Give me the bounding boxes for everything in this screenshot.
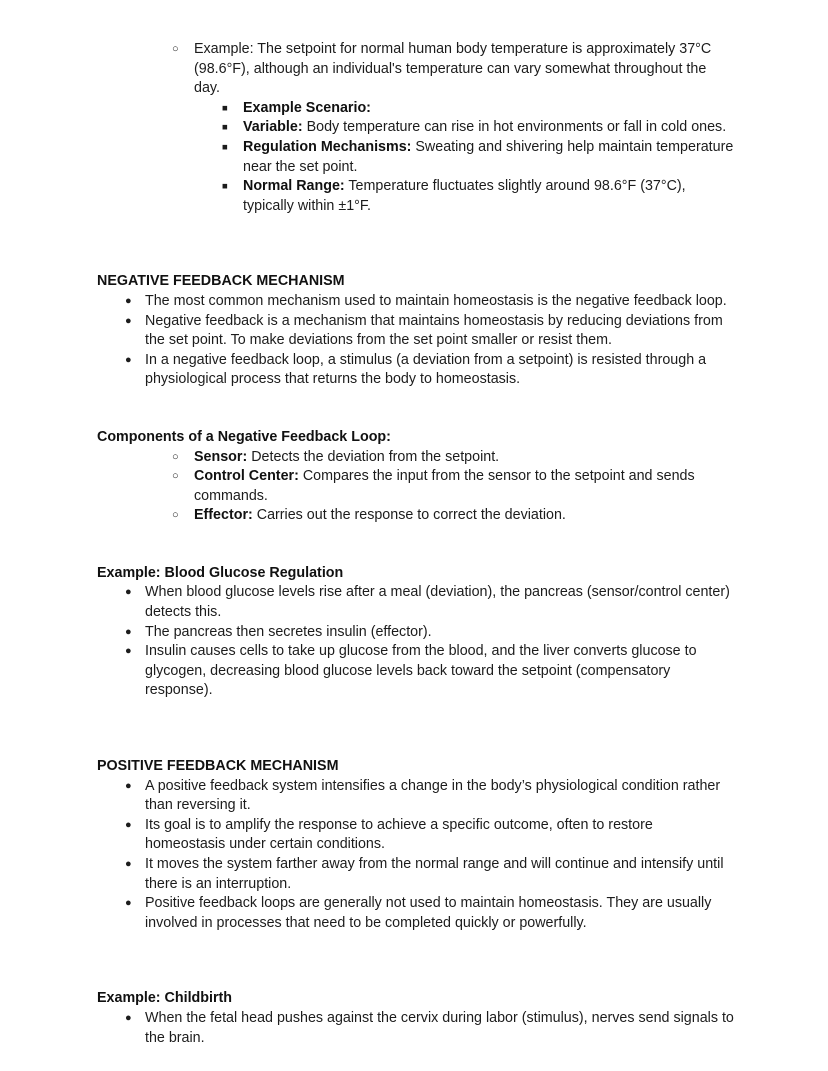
list-item-text: Its goal is to amplify the response to achieve a specific outcome, often to restore homeostasis under certain conditions. <box>145 816 653 853</box>
list-item-text <box>194 467 735 506</box>
list-item-text: Positive feedback loops are generally not used to maintain homeostasis. They are usually involved in processes that need to be completed quickly or powerfully. <box>145 895 712 931</box>
list-item-text: The most common mechanism used to maintain homeostasis is the negative feedback loop. <box>145 292 727 309</box>
list-item <box>97 855 735 894</box>
list-item-text: A positive feedback system intensifies a change in the body’s physiological condition rather than reversing it. <box>145 777 721 814</box>
list-item-lead: Variable: <box>243 119 303 136</box>
list-item-text <box>243 138 735 177</box>
circle-bullet-icon: ○ <box>172 509 179 522</box>
list-item <box>97 40 735 99</box>
list-item <box>97 1009 735 1048</box>
list-item-text: Insulin causes cells to take up glucose from the blood, and the liver converts glucose to glycogen, decreasing blood glucose levels back toward the setpoint (compensatory response). <box>145 643 697 699</box>
list-item <box>97 777 735 816</box>
disc-bullet-icon: ● <box>125 818 132 831</box>
list-item <box>97 177 735 216</box>
list-item <box>97 448 735 468</box>
section-spacer <box>97 216 735 272</box>
components-heading: Components of a Negative Feedback Loop: <box>97 428 391 445</box>
childbirth-example-list <box>97 1009 735 1048</box>
disc-bullet-icon: ● <box>125 586 132 599</box>
document-body <box>97 40 735 1048</box>
list-item-text <box>194 448 735 468</box>
list-item <box>97 99 735 119</box>
circle-bullet-icon: ○ <box>172 43 179 55</box>
disc-bullet-icon: ● <box>125 353 132 366</box>
list-item <box>97 623 735 643</box>
glucose-example-heading: Example: Blood Glucose Regulation <box>97 564 344 581</box>
list-item <box>97 642 735 701</box>
square-bullet-icon: ■ <box>222 102 228 114</box>
positive-feedback-list <box>97 777 735 934</box>
square-bullet-icon: ■ <box>222 122 228 134</box>
list-item-text <box>243 177 735 216</box>
components-list <box>97 448 735 526</box>
example-scenario-list <box>97 99 735 217</box>
disc-bullet-icon: ● <box>125 897 132 910</box>
list-item <box>97 894 735 933</box>
list-item-text: Negative feedback is a mechanism that maintains homeostasis by reducing deviations from the set point. To make deviations from the set point smaller or resist them. <box>145 312 723 349</box>
disc-bullet-icon: ● <box>125 314 132 327</box>
disc-bullet-icon: ● <box>125 779 132 792</box>
list-item <box>97 816 735 855</box>
list-item <box>97 312 735 351</box>
section-negative-feedback <box>97 272 735 390</box>
section-positive-feedback <box>97 757 735 933</box>
list-item-rest: Compares the input from the sensor to the setpoint and sends commands. <box>194 468 695 504</box>
list-item-text: In a negative feedback loop, a stimulus (a deviation from a setpoint) is resisted through a physiological process that returns the body to homeostasis. <box>145 351 707 388</box>
list-item <box>97 138 735 177</box>
list-item-rest: Detects the deviation from the setpoint. <box>247 448 500 465</box>
section-spacer <box>97 526 735 564</box>
list-item-rest: Body temperature can rise in hot environments or fall in cold ones. <box>302 119 727 136</box>
list-item-text: When the fetal head pushes against the cervix during labor (stimulus), nerves send signals to the brain. <box>145 1009 734 1046</box>
glucose-example-list <box>97 583 735 701</box>
section-components <box>97 428 735 526</box>
list-item-lead: Normal Range: <box>243 178 345 195</box>
childbirth-example-heading: Example: Childbirth <box>97 990 233 1007</box>
list-item <box>97 351 735 390</box>
list-item-text: It moves the system farther away from the normal range and will continue and intensify until there is an interruption. <box>145 856 724 892</box>
disc-bullet-icon: ● <box>125 858 132 870</box>
square-bullet-icon: ■ <box>222 181 228 193</box>
disc-bullet-icon: ● <box>125 645 132 658</box>
list-item <box>97 583 735 622</box>
circle-bullet-icon: ○ <box>172 470 179 483</box>
list-item-text <box>194 506 735 526</box>
section-spacer <box>97 701 735 757</box>
list-item-lead: Control Center: <box>194 468 299 485</box>
list-item <box>97 292 735 312</box>
setpoint-example-list <box>97 40 735 99</box>
square-bullet-icon: ■ <box>222 141 228 153</box>
circle-bullet-icon: ○ <box>172 450 179 463</box>
section-glucose-example <box>97 564 735 701</box>
list-item-text <box>243 99 735 119</box>
list-item-rest: Sweating and shivering help maintain temperature near the set point. <box>243 138 734 175</box>
disc-bullet-icon: ● <box>125 625 132 638</box>
section-setpoint-example <box>97 40 735 216</box>
list-item-text: The pancreas then secretes insulin (effector). <box>145 623 432 640</box>
negative-feedback-list <box>97 292 735 390</box>
list-item-rest: Carries out the response to correct the deviation. <box>252 507 566 524</box>
list-item <box>97 467 735 506</box>
disc-bullet-icon: ● <box>125 1011 132 1024</box>
negative-feedback-heading: NEGATIVE FEEDBACK MECHANISM <box>97 273 345 290</box>
list-item <box>97 118 735 138</box>
list-item-lead: Regulation Mechanisms: <box>243 138 412 155</box>
list-item-rest: Temperature fluctuates slightly around 98.6°F (37°C), typically within ±1°F. <box>243 178 686 214</box>
section-spacer <box>97 390 735 428</box>
setpoint-example-text: Example: The setpoint for normal human body temperature is approximately 37°C (98.6°F), although an individual's temperature can vary somewhat throughout the day. <box>194 41 712 97</box>
list-item-text: When blood glucose levels rise after a meal (deviation), the pancreas (sensor/control center) detects this. <box>145 584 730 621</box>
list-item-lead: Sensor: <box>194 448 248 465</box>
section-spacer <box>97 933 735 989</box>
disc-bullet-icon: ● <box>125 294 132 307</box>
section-childbirth-example <box>97 989 735 1048</box>
list-item <box>97 506 735 526</box>
list-item-lead: Example Scenario: <box>243 99 371 116</box>
list-item-lead: Effector: <box>194 507 253 524</box>
positive-feedback-heading: POSITIVE FEEDBACK MECHANISM <box>97 758 339 775</box>
list-item-text <box>243 118 735 138</box>
